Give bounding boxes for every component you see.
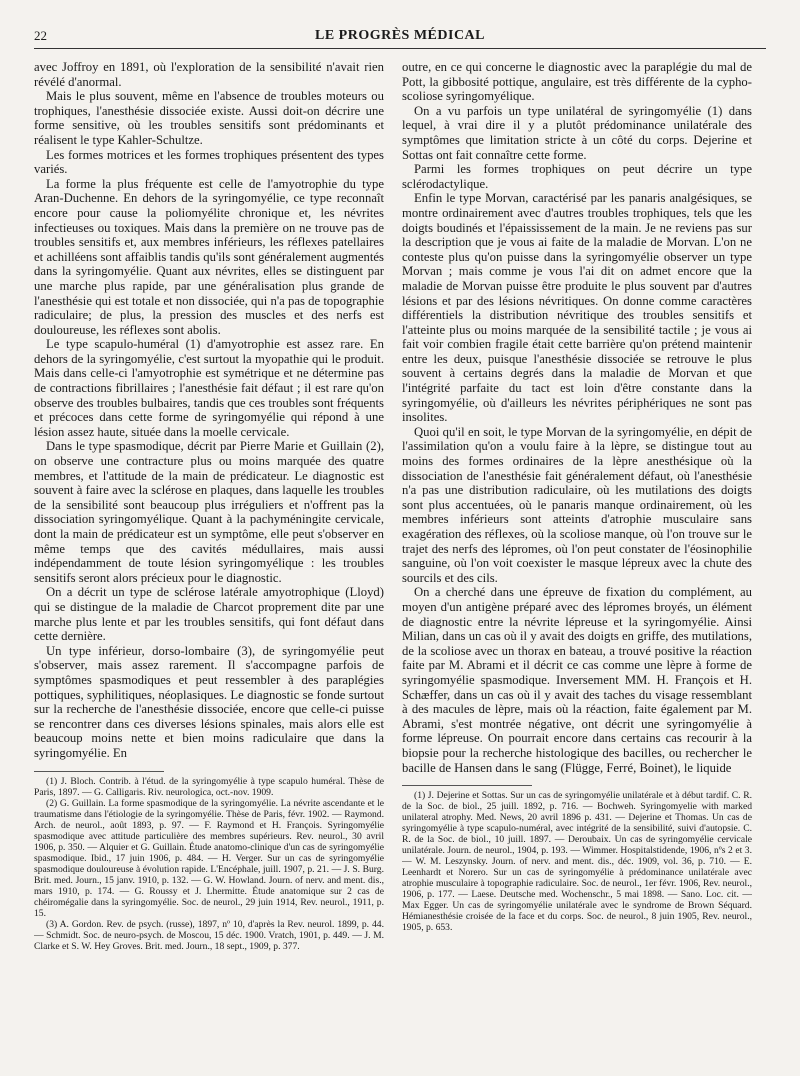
paragraph: Dans le type spasmodique, décrit par Pierre Marie et Guillain (2), on observe une contracture plus ou moins marquée des quatre membres, et l'attitude de la main de prédicateur. Le diagnostic est souvent à faire avec la sclérose en plaques, dans laquelle les troubles de la sensibilité sont beaucoup plus irréguliers et n'offrent pas la dissociation syringomyélique. Quant à la pachyméningite cervicale, dont la main de prédicateur est un symptôme, elle peut s'observer en même temps que des cavités médullaires, mais aussi indépendamment de toute lésion syringomyélique : les troubles sensitifs seront alors précieux pour le diagnostic. bbox=[34, 439, 384, 585]
left-column bbox=[34, 60, 384, 1060]
page-number: 22 bbox=[34, 28, 47, 43]
paragraph: outre, en ce qui concerne le diagnostic avec la paraplégie du mal de Pott, la gibbosité pottique, angulaire, est très différente de la cypho-scoliose syringomyélique. bbox=[402, 60, 752, 104]
footnote-rule bbox=[402, 785, 532, 786]
right-column bbox=[402, 60, 752, 1060]
paragraph: La forme la plus fréquente est celle de l'amyotrophie du type Aran-Duchenne. En dehors de la syringomyélie, ce type reconnaît encore pour cause la poliomyélite chronique et, les névrites infectieuses ou toxiques. Mais dans la première on ne trouve pas de troubles sensitifs et, aux membres inférieurs, les réflexes patellaires et achilléens sont affaiblis tandis qu'ils sont généralement augmentés dans la syringomyélie. Quant aux névrites, elles se distinguent par une marche plus rapide, par une généralisation plus grande de l'anesthésie qui est totale et non dissociée, qui n'a pas de topographie radiculaire; de plus, la pression des muscles et des nerfs est douloureuse, les réflexes sont abolis. bbox=[34, 176, 384, 337]
paragraph: Les formes motrices et les formes trophiques présentent des types variés. bbox=[34, 147, 384, 177]
footnote-rule bbox=[34, 771, 164, 772]
paragraph: Quoi qu'il en soit, le type Morvan de la syringomyélie, en dépit de l'assimilation qu'on a voulu faire à la lèpre, se distingue tout au moins des formes ordinaires de la lèpre anesthésique où la dissociation de l'anesthésie fait généralement défaut, où l'anesthésie n'a pas une distribution radiculaire, où les mutilations des doigts sont plus accentuées, où le panaris manque ordinairement, où les membres inférieurs sont atteints d'atrophie musculaire sans exagération des réflexes, où la scoliose manque, où l'on trouve sur le trajet des nerfs des lépromes, où l'on peut constater de l'éosinophilie sanguine, où l'on voit coexister le masque lépreux avec la chute des sourcils et des cils. bbox=[402, 424, 752, 585]
paragraph: On a cherché dans une épreuve de fixation du complément, au moyen d'un antigène préparé avec des lépromes broyés, un élément de diagnostic entre la névrite lépreuse et la syringomyélie. Ainsi Milian, dans un cas où il y avait des doigts en griffe, des mutilations, de la scoliose avec un thorax en bateau, a trouvé positive la réaction faite par M. Abrami et il décrit ce cas comme une lèpre à forme de syringomyélie spasmodique. Inversement MM. H. François et H. Schæffer, dans un cas où il y avait des taches du visage ressemblant à des macules de lèpre, mais où la réaction, faite également par M. Abrami, s'est montrée négative, ont décrit une syringomyélie à forme lépreuse. On pourrait encore dans certains cas recourir à la biopsie pour la recherche histologique des bacilles, ou rechercher le bacille de Hansen dans le sang (Flügge, Ferré, Boinet), le liquide bbox=[402, 585, 752, 775]
paragraph: Enfin le type Morvan, caractérisé par les panaris analgésiques, se montre ordinairement avec d'autres troubles trophiques, tels que les doigts boudinés et l'épaississement de la main. Je ne reviens pas sur la description que je vous ai faite de la maladie de Morvan. L'on ne conteste plus qu'on puisse dans la syringomyélie observer un type Morvan ; mais comme je vous l'ai dit on admet encore que la maladie de Morvan puisse être produite le plus souvent par d'autres lésions et par des lésions névritiques. On donne comme caractères différentiels la distribution névritique des troubles sensitifs et l'atteinte plus ou moins marquée de la sensibilité tactile ; je vous ai fait voir combien fragile était cette barrière qu'on prétend maintenir entre les deux, puisque l'anesthésie dissociée se retrouve le plus souvent à certains degrés dans la maladie de Morvan et que l'intégrité parfaite du tact est loin d'être constante dans la syringomyélie, où d'ailleurs les névrites périphériques ne sont pas insolites. bbox=[402, 191, 752, 425]
paragraph: On a décrit un type de sclérose latérale amyotrophique (Lloyd) qui se distingue de la maladie de Charcot proprement dite par une marche plus lente et par les troubles sensitifs, qui font défaut dans cette dernière. bbox=[34, 585, 384, 644]
journal-title: LE PROGRÈS MÉDICAL bbox=[314, 28, 486, 43]
paragraph: Parmi les formes trophiques on peut décrire un type sclérodactylique. bbox=[402, 162, 752, 191]
running-header bbox=[34, 28, 766, 49]
paragraph: Le type scapulo-huméral (1) d'amyotrophie est assez rare. En dehors de la syringomyélie, c'est surtout la myopathie qui le produit. Mais dans celle-ci l'amyotrophie est symétrique et ne détermine pas de contractions fibrillaires ; l'anesthésie fait défaut ; il est rare qu'on observe des troubles bulbaires, tandis que ces troubles sont fréquents et précoces dans cette forme de syringomyélie qui répond à une lésion assez haute, située dans la moelle cervicale. bbox=[34, 337, 384, 439]
paragraph: On a vu parfois un type unilatéral de syringomyélie (1) dans lequel, à vrai dire il y a plutôt prédominance unilatérale des symptômes que limitation stricte à un côté du corps. Dejerine et Sottas ont fait connaître cette forme. bbox=[402, 103, 752, 162]
footnote: (1) J. Dejerine et Sottas. Sur un cas de syringomyélie unilatérale et à début tardif. C. R. de la Soc. de biol., 25 juill. 1892, p. 716. — Bochweh. Syringomyelie with marked unilateral atrophy. Med. News, 20 avril 1896 p. 431. — Dejerine et Thomas. Un cas de syringomyélie à type scapulo-numéral, avec intégrité de la sensibilité, suivi d'autopsie. C. R. de la Soc. de biol., 10 juill. 1897. — Deroubaix. Un cas de syringomyélie cervicale unilatérale. Journ. de neurol., 1904, p. 193. — Wimmer. Hospitalstidende, 1906, nºs 2 et 3. — W. M. Leszynsky. Journ. of nerv. and ment. dis., déc. 1909, vol. 36, p. 710. — E. Leenhardt et Norero. Sur un cas de syringomyélie à prédominance unilatérale avec atrophie musculaire à topographie radiculaire. Soc. de neurol., 1er févr. 1906, Rev. neurol., 1906, p. 177. — Laese. Deutsche med. Wochenschr., 5 mai 1898. — Sano. Loc. cit. — Max Egger. Un cas de syringomyélie unilatérale avec le syndrome de Brown Séquard. Hémianesthésie croisée de la face et du corps. Soc. de neurol., 8 juin 1905, Rev. neurol., 1905, p. 653. bbox=[402, 790, 752, 934]
footnote: (2) G. Guillain. La forme spasmodique de la syringomyélie. La névrite ascendante et le traumatisme dans l'étiologie de la syringomyélie. Thèse de Paris, févr. 1902. — Raymond. Arch. de neurol., août 1893, p. 97. — F. Raymond et H. François. Syringomyélie spasmodique avec attitude particulière des membres supérieurs. Rev. neurol., 30 avril 1906, p. 350. — Alquier et G. Guillain. Étude anatomo-clinique d'un cas de syringomyélie spasmodique. Ibid., 17 juin 1906, p. 484. — H. Verger. Sur un cas de syringomyélie spasmodique douloureuse à évolution rapide. L'Encéphale, juill. 1907, p. 21. — J. S. Burg. Brit. med. Journ., 15 janv. 1910, p. 132. — G. W. Howland. Journ. of nerv. and ment. dis., mars 1910, p. 174. — G. Roussy et J. Lhermitte. Étude anatomique sur 2 cas de chéiromégalie dans la syringomyélie. Soc. de neurol., 29 juin 1914, Rev. neurol., 1911, p. 15. bbox=[34, 797, 384, 919]
footnote: (1) J. Bloch. Contrib. à l'étud. de la syringomyélie à type scapulo huméral. Thèse de Paris, 1897. — G. Calligaris. Riv. neurologica, oct.-nov. 1909. bbox=[34, 775, 384, 798]
paragraph: Un type inférieur, dorso-lombaire (3), de syringomyélie peut s'observer, mais assez rarement. Il s'accompagne parfois de symptômes spasmodiques et peut ressembler à des paraplégies pottiques, syphilitiques, néoplasiques. Le diagnostic se fonde surtout sur la recherche de l'anesthésie dissociée, encore que celle-ci puisse se rencontrer dans ces diverses lésions spinales, mais alors elle est beaucoup moins nette et bien moins radiculaire que dans la syringomyélie. En bbox=[34, 643, 384, 760]
paragraph: avec Joffroy en 1891, où l'exploration de la sensibilité n'avait rien révélé d'anormal. bbox=[34, 60, 384, 89]
paragraph: Mais le plus souvent, même en l'absence de troubles moteurs ou trophiques, l'anesthésie dissociée existe. Aussi doit-on décrire une forme sensitive, où les troubles sensitifs sont prédominants et réalisent le type Kahler-Schultze. bbox=[34, 89, 384, 147]
footnote: (3) A. Gordon. Rev. de psych. (russe), 1897, nº 10, d'après la Rev. neurol. 1899, p. 44. — Schmidt. Soc. de neuro-psych. de Moscou, 15 déc. 1900. Vratch, 1901, p. 449. — J. M. Clarke et S. W. Hey Groves. Brit. med. Journ., 18 sept., 1909, p. 377. bbox=[34, 918, 384, 952]
